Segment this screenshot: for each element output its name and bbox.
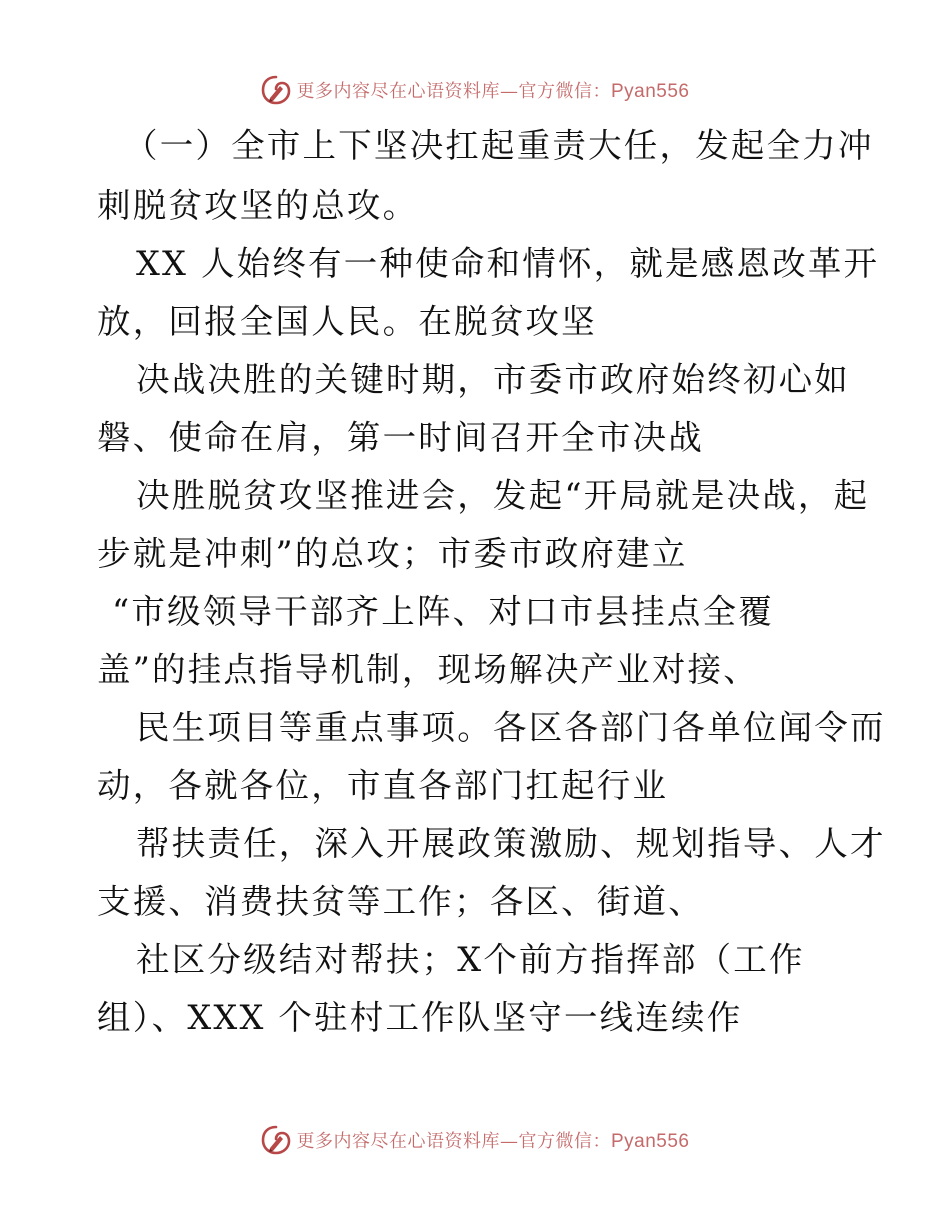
body-line: 决胜脱贫攻坚推进会，发起“开局就是决战，起 — [136, 476, 870, 515]
body-line: 组）、XXX 个驻村工作队坚守一线连续作 — [97, 998, 743, 1037]
body-line: 决战决胜的关键时期，市委市政府始终初心如 — [136, 360, 850, 399]
footer-watermark — [0, 1122, 950, 1158]
watermark-text: 更多内容尽在心语资料库—官方微信：Pyan556 — [296, 81, 690, 102]
body-line: 动，各就各位，市直各部门扛起行业 — [97, 766, 669, 805]
pen-swirl-logo-icon — [260, 1124, 292, 1156]
watermark-text: 更多内容尽在心语资料库—官方微信：Pyan556 — [296, 1131, 690, 1152]
body-line: 步就是冲刺”的总攻；市委市政府建立 — [97, 534, 688, 573]
body-line: 民生项目等重点事项。各区各部门各单位闻令而 — [136, 708, 886, 747]
body-line: 盖”的挂点指导机制，现场解决产业对接、 — [97, 650, 759, 689]
body-line: 社区分级结对帮扶；X个前方指挥部（工作 — [136, 940, 805, 979]
body-line: 放，回报全国人民。在脱贫攻坚 — [97, 302, 597, 341]
pen-swirl-logo-icon — [260, 74, 292, 106]
body-line: 帮扶责任，深入开展政策激励、规划指导、人才 — [136, 824, 886, 863]
body-line: 刺脱贫攻坚的总攻。 — [97, 186, 419, 225]
body-line: XX 人始终有一种使命和情怀，就是感恩改革开 — [136, 244, 880, 283]
body-line: 磐、使命在肩，第一时间召开全市决战 — [97, 418, 704, 457]
body-line: “市级领导干部齐上阵、对口市县挂点全覆 — [112, 592, 774, 631]
header-watermark — [0, 72, 950, 108]
body-line: 支援、消费扶贫等工作；各区、街道、 — [97, 882, 704, 921]
wechat-id: Pyan556 — [610, 1131, 690, 1152]
wechat-id: Pyan556 — [610, 81, 690, 102]
body-line: （一）全市上下坚决扛起重责大任，发起全力冲 — [124, 126, 874, 165]
